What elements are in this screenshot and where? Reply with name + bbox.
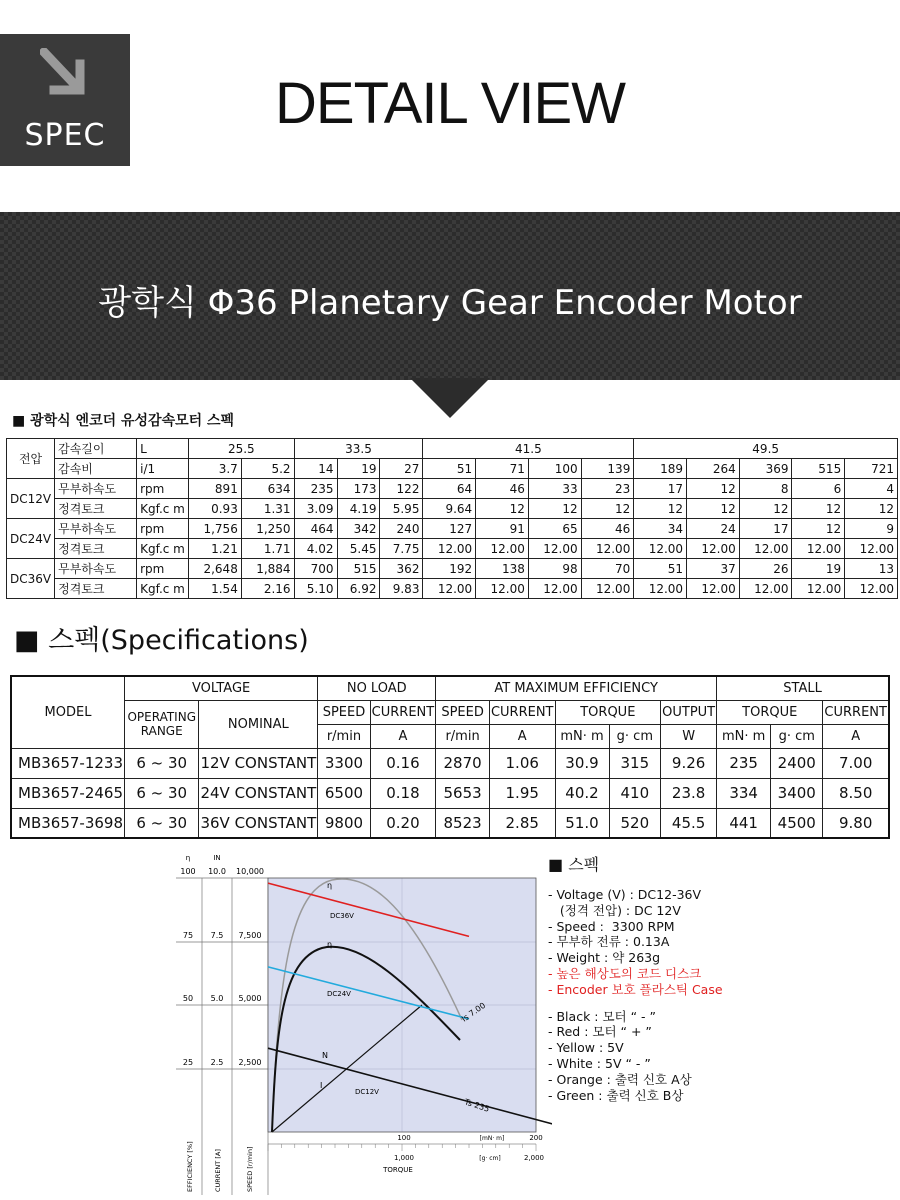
rpm-cell: 2,648 xyxy=(189,559,242,579)
page-title: DETAIL VIEW xyxy=(275,71,625,136)
rpm-cell: 634 xyxy=(241,479,294,499)
ts-label: Ts 235 xyxy=(463,1097,491,1114)
spec-note-item: - Speed : 3300 RPM xyxy=(548,918,675,934)
rpm-unit: rpm xyxy=(137,519,189,539)
rpm-cell: 23 xyxy=(581,479,634,499)
ratio-cell: 515 xyxy=(792,459,845,479)
rpm-cell: 24 xyxy=(687,519,740,539)
spec-note-item: - White : 5V “ - ” xyxy=(548,1055,651,1071)
rpm-cell: 342 xyxy=(337,519,380,539)
spec-note-item: - Orange : 출력 신호 A상 xyxy=(548,1071,692,1087)
table-row xyxy=(11,748,889,778)
ratio-label: 감속비 xyxy=(55,459,137,479)
ratio-cell: 14 xyxy=(294,459,337,479)
me-torque-g-cell: 520 xyxy=(609,808,661,838)
rpm-cell: 37 xyxy=(687,559,740,579)
torque-cell: 12.00 xyxy=(845,539,898,559)
st-torque-mn-cell: 235 xyxy=(717,748,771,778)
rpm-cell: 127 xyxy=(423,519,476,539)
torque-cell: 6.92 xyxy=(337,579,380,599)
nl-speed-cell: 3300 xyxy=(318,748,370,778)
spec-note-item: - Red : 모터 “ + ” xyxy=(548,1024,652,1040)
torque-cell: 12 xyxy=(739,499,792,519)
rpm-cell: 64 xyxy=(423,479,476,499)
unit-nl-current: A xyxy=(370,724,436,748)
ratio-cell: 71 xyxy=(476,459,529,479)
st-torque-mn-cell: 334 xyxy=(717,778,771,808)
col-nl-current: CURRENT xyxy=(370,700,436,724)
eff-tick: 100 xyxy=(180,867,196,876)
me-output-cell: 45.5 xyxy=(661,808,717,838)
torque-cell: 12.00 xyxy=(739,579,792,599)
x-tick-top: 100 xyxy=(397,1134,411,1142)
ratio-cell: 27 xyxy=(380,459,423,479)
rpm-cell: 192 xyxy=(423,559,476,579)
speed-tick: 2,500 xyxy=(238,1058,262,1067)
voltage-cell: DC36V xyxy=(7,559,55,599)
length-row xyxy=(7,439,898,459)
torque-cell: 12.00 xyxy=(528,539,581,559)
unit-me-output: W xyxy=(661,724,717,748)
torque-cell: 5.45 xyxy=(337,539,380,559)
col-no-load: NO LOAD xyxy=(318,676,436,700)
rpm-cell: 91 xyxy=(476,519,529,539)
rpm-cell: 464 xyxy=(294,519,337,539)
rpm-cell: 51 xyxy=(634,559,687,579)
ratio-cell: 100 xyxy=(528,459,581,479)
rpm-cell: 34 xyxy=(634,519,687,539)
st-current-cell: 9.80 xyxy=(823,808,889,838)
torque-cell: 3.09 xyxy=(294,499,337,519)
torque-cell: 12.00 xyxy=(687,579,740,599)
range-cell: 6 ~ 30 xyxy=(125,808,199,838)
col-me-current: CURRENT xyxy=(489,700,555,724)
torque-label: 정격토크 xyxy=(55,539,137,559)
product-title: 광학식 Φ36 Planetary Gear Encoder Motor xyxy=(98,283,802,323)
x-tick-bottom: 2,000 xyxy=(523,1154,545,1162)
eff-tick: 50 xyxy=(182,994,194,1003)
speed-tick: 7,500 xyxy=(238,931,262,940)
torque-cell: 0.93 xyxy=(189,499,242,519)
spec-note-item: - 무부하 전류 : 0.13A xyxy=(548,934,670,950)
length-label: 감속길이 xyxy=(55,439,137,459)
unit-st-torque-mn: mN· m xyxy=(717,724,771,748)
st-torque-mn-cell: 441 xyxy=(717,808,771,838)
rpm-cell: 46 xyxy=(581,519,634,539)
rpm-cell: 12 xyxy=(792,519,845,539)
rpm-cell: 700 xyxy=(294,559,337,579)
rpm-unit: rpm xyxy=(137,559,189,579)
voltage-cell: DC24V xyxy=(7,519,55,559)
torque-cell: 4.02 xyxy=(294,539,337,559)
rpm-cell: 19 xyxy=(792,559,845,579)
i-label: I xyxy=(320,1081,323,1090)
torque-cell: 12 xyxy=(528,499,581,519)
rpm-cell: 13 xyxy=(845,559,898,579)
length-cell: 33.5 xyxy=(294,439,423,459)
eff-axis-head: η xyxy=(185,854,191,862)
torque-cell: 9.64 xyxy=(423,499,476,519)
rpm-row xyxy=(7,479,898,499)
torque-cell: 12.00 xyxy=(845,579,898,599)
performance-chart xyxy=(172,850,552,1195)
spec-notes-title: ■ 스펙 xyxy=(548,855,600,874)
torque-label: 정격토크 xyxy=(55,499,137,519)
banner-pointer xyxy=(410,378,490,418)
me-output-cell: 23.8 xyxy=(661,778,717,808)
rpm-cell: 1,884 xyxy=(241,559,294,579)
torque-cell: 12.00 xyxy=(634,539,687,559)
x-axis-label: TORQUE xyxy=(383,1166,413,1174)
unit-nl-speed: r/min xyxy=(318,724,370,748)
torque-unit: Kgf.c m xyxy=(137,499,189,519)
ratio-cell: 3.7 xyxy=(189,459,242,479)
spec-note-item: - 높은 해상도의 코드 디스크 xyxy=(548,965,702,981)
torque-row xyxy=(7,579,898,599)
rpm-cell: 12 xyxy=(687,479,740,499)
x-unit-top: [mN· m] xyxy=(479,1135,505,1142)
me-torque-g-cell: 410 xyxy=(609,778,661,808)
rpm-label: 무부하속도 xyxy=(55,519,137,539)
torque-cell: 12 xyxy=(845,499,898,519)
col-voltage: VOLTAGE xyxy=(125,676,318,700)
ratio-unit: i/1 xyxy=(137,459,189,479)
spec-note-item: - Black : 모터 “ - ” xyxy=(548,1008,656,1024)
unit-me-current: A xyxy=(489,724,555,748)
model-cell: MB3657-2465 xyxy=(11,778,125,808)
torque-cell: 12.00 xyxy=(634,579,687,599)
torque-cell: 12.00 xyxy=(423,539,476,559)
range-cell: 6 ~ 30 xyxy=(125,748,199,778)
me-torque-mn-cell: 30.9 xyxy=(555,748,609,778)
torque-cell: 12 xyxy=(792,499,845,519)
torque-cell: 5.10 xyxy=(294,579,337,599)
dc36-label: DC36V xyxy=(330,912,354,920)
torque-row xyxy=(7,499,898,519)
eta-label: η xyxy=(327,940,333,949)
speed-tick: 5,000 xyxy=(238,994,262,1003)
model-cell: MB3657-3698 xyxy=(11,808,125,838)
torque-cell: 9.83 xyxy=(380,579,423,599)
me-current-cell: 1.95 xyxy=(489,778,555,808)
spec-note-item: - Green : 출력 신호 B상 xyxy=(548,1087,684,1103)
nl-current-cell: 0.16 xyxy=(370,748,436,778)
rpm-cell: 26 xyxy=(739,559,792,579)
x-tick-top: 200 xyxy=(529,1134,543,1142)
spec-table xyxy=(10,675,890,839)
torque-unit: Kgf.c m xyxy=(137,539,189,559)
col-st-torque: TORQUE xyxy=(717,700,823,724)
gear-spec-heading: ■ 광학식 엔코더 유성감속모터 스펙 xyxy=(12,413,235,429)
unit-st-torque-g: g· cm xyxy=(771,724,823,748)
torque-unit: Kgf.c m xyxy=(137,579,189,599)
torque-cell: 1.31 xyxy=(241,499,294,519)
st-current-cell: 7.00 xyxy=(823,748,889,778)
me-speed-cell: 2870 xyxy=(436,748,490,778)
rpm-cell: 9 xyxy=(845,519,898,539)
unit-me-torque-mn: mN· m xyxy=(555,724,609,748)
rpm-row xyxy=(7,519,898,539)
rpm-unit: rpm xyxy=(137,479,189,499)
spec-note-item: - Yellow : 5V xyxy=(548,1040,624,1056)
col-st-current: CURRENT xyxy=(823,700,889,724)
cur-tick: 7.5 xyxy=(210,931,224,940)
torque-cell: 1.54 xyxy=(189,579,242,599)
nominal-cell: 24V CONSTANT xyxy=(199,778,318,808)
spec-note-item: (정격 전압) : DC 12V xyxy=(548,902,681,918)
torque-cell: 12.00 xyxy=(687,539,740,559)
eff-axis-label: EFFICIENCY [%] xyxy=(186,1141,194,1192)
ratio-cell: 189 xyxy=(634,459,687,479)
torque-cell: 12.00 xyxy=(476,579,529,599)
col-me-speed: SPEED xyxy=(436,700,490,724)
spec-note-item: - Voltage (V) : DC12-36V xyxy=(548,887,702,902)
gear-spec-table xyxy=(6,438,898,599)
rpm-label: 무부하속도 xyxy=(55,559,137,579)
rpm-cell: 4 xyxy=(845,479,898,499)
length-unit: L xyxy=(137,439,189,459)
table-row xyxy=(11,778,889,808)
unit-me-speed: r/min xyxy=(436,724,490,748)
length-cell: 25.5 xyxy=(189,439,294,459)
torque-label: 정격토크 xyxy=(55,579,137,599)
rpm-cell: 33 xyxy=(528,479,581,499)
me-current-cell: 2.85 xyxy=(489,808,555,838)
torque-cell: 12.00 xyxy=(423,579,476,599)
col-model: MODEL xyxy=(11,676,125,748)
cur-tick: 5.0 xyxy=(210,994,224,1003)
model-cell: MB3657-1233 xyxy=(11,748,125,778)
st-torque-g-cell: 2400 xyxy=(771,748,823,778)
speed-tick: 10,000 xyxy=(236,867,264,876)
rpm-cell: 173 xyxy=(337,479,380,499)
n-label: N xyxy=(322,1051,328,1060)
spec-heading: ■ 스펙(Specifications) xyxy=(14,625,309,656)
torque-cell: 12.00 xyxy=(792,579,845,599)
ratio-cell: 369 xyxy=(739,459,792,479)
rpm-cell: 138 xyxy=(476,559,529,579)
unit-st-current: A xyxy=(823,724,889,748)
rpm-row xyxy=(7,559,898,579)
torque-cell: 12.00 xyxy=(739,539,792,559)
col-nominal: NOMINAL xyxy=(199,700,318,748)
nl-speed-cell: 9800 xyxy=(318,808,370,838)
length-cell: 49.5 xyxy=(634,439,898,459)
ratio-cell: 51 xyxy=(423,459,476,479)
rpm-cell: 891 xyxy=(189,479,242,499)
dc12-label: DC12V xyxy=(355,1088,379,1096)
col-stall: STALL xyxy=(717,676,889,700)
torque-cell: 12.00 xyxy=(581,579,634,599)
col-nl-speed: SPEED xyxy=(318,700,370,724)
nl-speed-cell: 6500 xyxy=(318,778,370,808)
ratio-cell: 5.2 xyxy=(241,459,294,479)
ratio-cell: 264 xyxy=(687,459,740,479)
spec-note-item: - Weight : 약 263g xyxy=(548,950,661,966)
range-cell: 6 ~ 30 xyxy=(125,778,199,808)
me-torque-mn-cell: 40.2 xyxy=(555,778,609,808)
st-torque-g-cell: 4500 xyxy=(771,808,823,838)
spec-note-item: - Encoder 보호 플라스틱 Case xyxy=(548,981,723,997)
voltage-cell: DC12V xyxy=(7,479,55,519)
rpm-cell: 98 xyxy=(528,559,581,579)
eta-label: η xyxy=(327,881,333,890)
cur-tick: 2.5 xyxy=(210,1058,224,1067)
me-torque-mn-cell: 51.0 xyxy=(555,808,609,838)
torque-cell: 12.00 xyxy=(476,539,529,559)
torque-cell: 5.95 xyxy=(380,499,423,519)
nl-current-cell: 0.20 xyxy=(370,808,436,838)
rpm-cell: 65 xyxy=(528,519,581,539)
x-unit-bottom: [g· cm] xyxy=(479,1155,501,1162)
st-torque-g-cell: 3400 xyxy=(771,778,823,808)
x-tick-bottom: 1,000 xyxy=(393,1154,415,1162)
speed-axis-label: SPEED [r/min] xyxy=(246,1146,254,1192)
nominal-cell: 12V CONSTANT xyxy=(199,748,318,778)
eff-tick: 75 xyxy=(182,931,194,940)
me-current-cell: 1.06 xyxy=(489,748,555,778)
dc24-label: DC24V xyxy=(327,990,351,998)
torque-cell: 12.00 xyxy=(581,539,634,559)
cur-axis-head: IN xyxy=(213,854,221,862)
torque-cell: 12 xyxy=(687,499,740,519)
eff-tick: 25 xyxy=(182,1058,194,1067)
cur-tick: 10.0 xyxy=(208,867,226,876)
col-operating-range: OPERATING RANGE xyxy=(125,700,199,748)
torque-cell: 12 xyxy=(581,499,634,519)
col-me-output: OUTPUT xyxy=(661,700,717,724)
rpm-cell: 17 xyxy=(739,519,792,539)
cur-axis-label: CURRENT [A] xyxy=(214,1149,222,1192)
rpm-label: 무부하속도 xyxy=(55,479,137,499)
rpm-cell: 362 xyxy=(380,559,423,579)
table-row xyxy=(11,808,889,838)
me-output-cell: 9.26 xyxy=(661,748,717,778)
voltage-header: 전압 xyxy=(7,439,55,479)
me-speed-cell: 8523 xyxy=(436,808,490,838)
me-torque-g-cell: 315 xyxy=(609,748,661,778)
torque-row xyxy=(7,539,898,559)
st-current-cell: 8.50 xyxy=(823,778,889,808)
col-max-eff: AT MAXIMUM EFFICIENCY xyxy=(436,676,717,700)
torque-cell: 1.21 xyxy=(189,539,242,559)
nominal-cell: 36V CONSTANT xyxy=(199,808,318,838)
spec-notes xyxy=(548,887,723,1103)
col-me-torque: TORQUE xyxy=(555,700,661,724)
rpm-cell: 46 xyxy=(476,479,529,499)
ratio-row xyxy=(7,459,898,479)
torque-cell: 7.75 xyxy=(380,539,423,559)
rpm-cell: 122 xyxy=(380,479,423,499)
unit-me-torque-g: g· cm xyxy=(609,724,661,748)
rpm-cell: 235 xyxy=(294,479,337,499)
rpm-cell: 1,250 xyxy=(241,519,294,539)
spec-badge-label: SPEC xyxy=(24,118,106,153)
rpm-cell: 515 xyxy=(337,559,380,579)
rpm-cell: 1,756 xyxy=(189,519,242,539)
torque-cell: 2.16 xyxy=(241,579,294,599)
rpm-cell: 8 xyxy=(739,479,792,499)
is-label: Is 7.00 xyxy=(459,1000,488,1024)
ratio-cell: 19 xyxy=(337,459,380,479)
torque-cell: 12.00 xyxy=(792,539,845,559)
me-speed-cell: 5653 xyxy=(436,778,490,808)
rpm-cell: 240 xyxy=(380,519,423,539)
rpm-cell: 70 xyxy=(581,559,634,579)
torque-cell: 12 xyxy=(634,499,687,519)
torque-cell: 12.00 xyxy=(528,579,581,599)
nl-current-cell: 0.18 xyxy=(370,778,436,808)
torque-cell: 12 xyxy=(476,499,529,519)
length-cell: 41.5 xyxy=(423,439,634,459)
rpm-cell: 6 xyxy=(792,479,845,499)
ratio-cell: 721 xyxy=(845,459,898,479)
ratio-cell: 139 xyxy=(581,459,634,479)
torque-cell: 1.71 xyxy=(241,539,294,559)
spec-note-item xyxy=(548,998,723,1009)
rpm-cell: 17 xyxy=(634,479,687,499)
torque-cell: 4.19 xyxy=(337,499,380,519)
